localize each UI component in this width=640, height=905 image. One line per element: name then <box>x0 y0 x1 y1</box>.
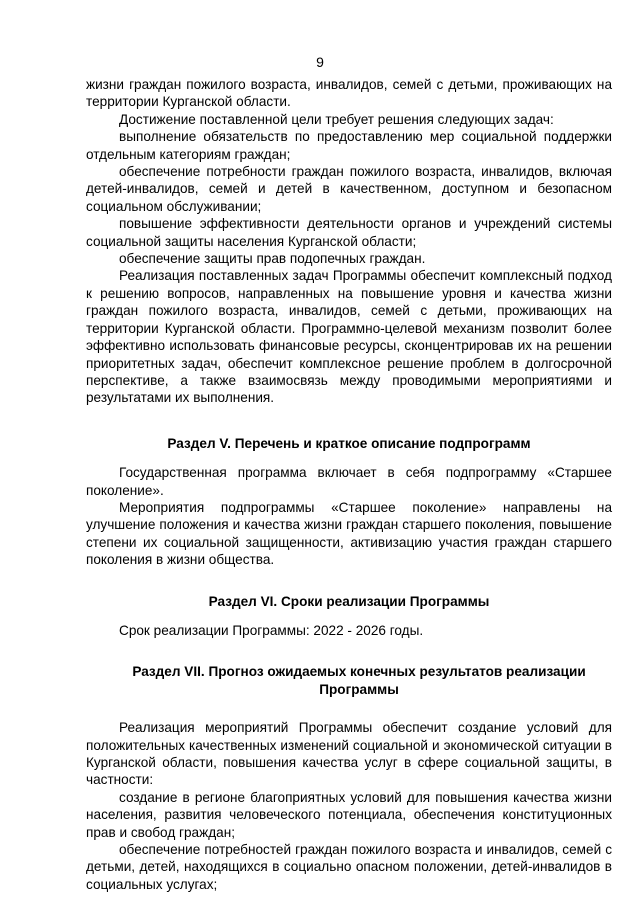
paragraph: повышение эффективности деятельности органов и учреждений системы социальной защиты населения Курганской области; <box>86 216 612 249</box>
section-heading: Раздел V. Перечень и краткое описание подпрограмм <box>167 435 531 451</box>
paragraph: выполнение обязательств по предоставлению мер социальной поддержки отдельным категориям граждан; <box>86 129 612 162</box>
paragraph: Реализация поставленных задач Программы обеспечит комплексный подход к решению вопросов, направленных на повышение уровня и качества жизни граждан пожилого возраста, инвалидов, семей с детьми, проживающих на территории Курганской области. Программно-целевой механизм позволит более эффективно использовать финансовые ресурсы, сконцентрировав их на решении приоритетных задач, обеспечит комплексное решение проблем в долгосрочной перспективе, а также взаимосвязь между проводимыми мероприятиями и результатами их выполнения. <box>86 268 612 406</box>
paragraph: обеспечение потребностей граждан пожилого возраста и инвалидов, семей с детьми, детей, находящихся в социально опасном положении, детей-инвалидов в социальных услугах; <box>86 842 612 892</box>
paragraph: Государственная программа включает в себя подпрограмму «Старшее поколение». <box>86 465 612 498</box>
paragraph: Достижение поставленной цели требует решения следующих задач: <box>119 111 554 127</box>
section-heading: Раздел VI. Сроки реализации Программы <box>208 593 490 609</box>
paragraph: жизни граждан пожилого возраста, инвалидов, семей с детьми, проживающих на территории Курганской области. <box>86 77 612 110</box>
paragraph: создание в регионе благоприятных условий для повышения качества жизни населения, развития человеческого потенциала, обеспечения конституционных прав и свобод граждан; <box>86 789 612 840</box>
section-heading: Раздел VII. Прогноз ожидаемых конечных результатов реализации Программы <box>132 664 586 697</box>
paragraph: Срок реализации Программы: 2022 - 2026 годы. <box>119 622 424 638</box>
paragraph: обеспечение защиты прав подопечных граждан. <box>119 251 426 267</box>
document-body <box>86 76 612 893</box>
paragraph: Реализация мероприятий Программы обеспечит создание условий для положительных качественных изменений социальной и экономической ситуации в Курганской области, повышения качества услуг в сфере социальной защиты, в частности: <box>86 720 612 788</box>
paragraph: Мероприятия подпрограммы «Старшее поколение» направлены на улучшение положения и качества жизни граждан старшего поколения, повышение степени их социальной защищенности, активизацию участия граждан старшего поколения в жизни общества. <box>86 499 612 568</box>
page-number: 9 <box>316 54 324 70</box>
paragraph: обеспечение потребности граждан пожилого возраста, инвалидов, включая детей-инвалидов, семей и детей в качественном, доступном и безопасном социальном обслуживании; <box>86 164 612 214</box>
